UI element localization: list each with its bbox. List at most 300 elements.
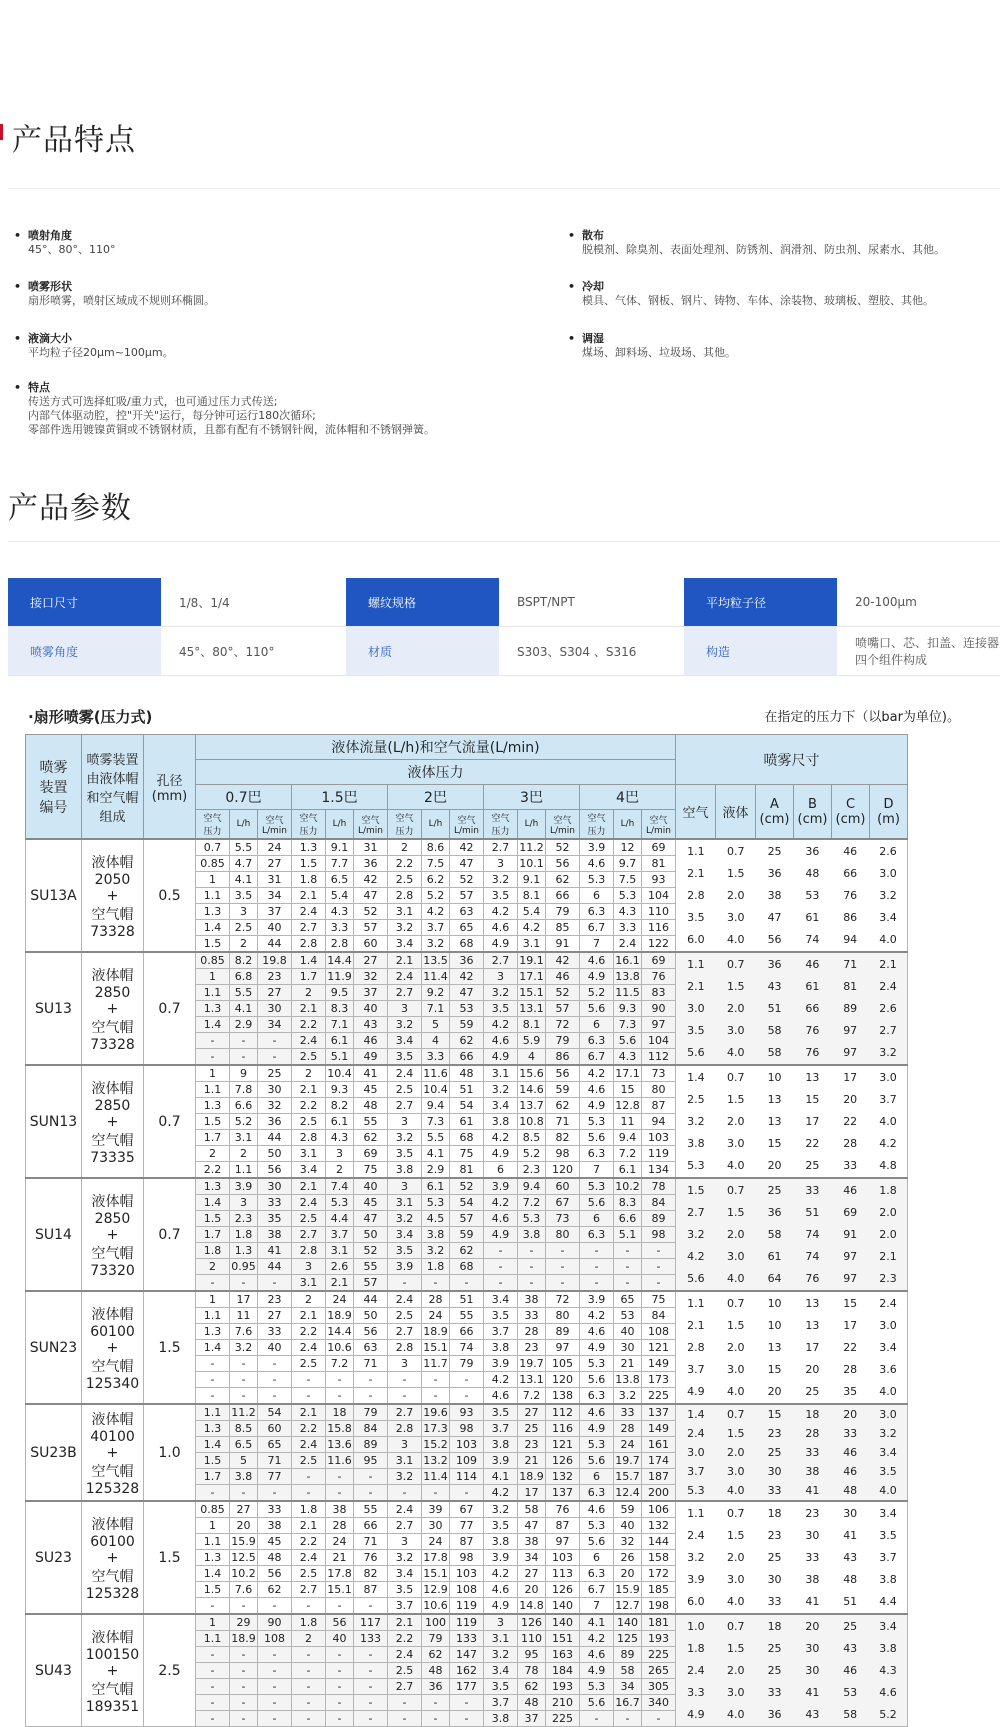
flow-value: -	[292, 1679, 326, 1695]
size-value: 1.5	[726, 1093, 745, 1106]
flow-value: 9.1	[518, 872, 546, 888]
flow-value: 119	[450, 1614, 484, 1631]
flow-value: 95	[518, 1647, 546, 1663]
flow-value: 174	[642, 1453, 676, 1469]
flow-value: 4.6	[580, 856, 614, 872]
flow-value: 63	[450, 904, 484, 920]
size-value: 25	[805, 1385, 820, 1398]
flow-value: 76	[546, 1501, 580, 1518]
size-value: 1.4	[687, 1408, 705, 1421]
spray-size-cell	[676, 952, 908, 1065]
flow-value: 1.5	[196, 1582, 230, 1598]
size-value: 3.0	[687, 1002, 705, 1015]
flow-value: 15	[614, 1082, 642, 1098]
flow-value: 2.5	[292, 1211, 326, 1227]
flow-value: 3.1	[484, 1631, 518, 1647]
flow-value: 1.8	[422, 1259, 450, 1275]
flow-value: 12.5	[231, 1551, 256, 1564]
flow-value: -	[326, 1372, 354, 1388]
flow-value: 15.6	[519, 1067, 544, 1080]
flow-value: 94	[642, 1114, 676, 1130]
flow-value: 9.7	[614, 856, 642, 872]
flow-value: 71	[546, 1114, 580, 1130]
size-value: 3.3	[687, 1686, 705, 1699]
flow-value: 68	[450, 1259, 484, 1275]
size-value: 2.7	[687, 1206, 705, 1219]
flow-value: 40	[258, 920, 292, 936]
flow-value: 98	[450, 1421, 484, 1437]
flow-value: 3.7	[484, 1421, 518, 1437]
flow-value: 14.4	[327, 1325, 352, 1338]
flow-value: 2.2	[292, 1534, 326, 1550]
spray-code: SU13	[26, 952, 82, 1065]
size-value: 97	[843, 1272, 858, 1285]
flow-value: 265	[642, 1663, 676, 1679]
flow-value: -	[614, 1259, 642, 1275]
flow-value: -	[326, 1679, 354, 1695]
flow-value: 10.6	[423, 1599, 448, 1612]
flow-value: 1.8	[292, 1501, 326, 1518]
size-value: 4.9	[687, 1385, 705, 1398]
spray-group	[26, 839, 908, 952]
flow-value: -	[326, 1711, 354, 1727]
flow-value: 57	[354, 1275, 388, 1292]
flow-value: 3	[230, 904, 258, 920]
size-value: 28	[843, 1137, 858, 1150]
flow-value: 1.1	[230, 1162, 258, 1179]
flow-value: -	[580, 1243, 614, 1259]
flow-value: 4.9	[580, 1663, 614, 1679]
flow-value: 149	[642, 1421, 676, 1437]
flow-value: 62	[450, 1033, 484, 1049]
flow-value: 3.5	[388, 1146, 422, 1162]
flow-value: 177	[450, 1679, 484, 1695]
feature-item	[582, 332, 736, 360]
flow-value: 137	[642, 1404, 676, 1421]
flow-value: 2.5	[388, 872, 422, 888]
size-value: 4.0	[879, 1484, 897, 1497]
flow-value: 46	[546, 969, 580, 985]
flow-value: 2.1	[388, 1614, 422, 1631]
flow-value: -	[196, 1598, 230, 1615]
size-value: 33	[843, 1159, 858, 1172]
flow-value: 6	[580, 1211, 614, 1227]
flow-value: 28	[614, 1421, 642, 1437]
size-value: 2.1	[879, 1250, 897, 1263]
flow-value: 4.9	[580, 1421, 614, 1437]
flow-value: 32	[614, 1534, 642, 1550]
flow-value: -	[484, 1243, 518, 1259]
flow-value: 3.2	[388, 1550, 422, 1566]
size-value: 41	[843, 1529, 858, 1542]
flow-value: -	[450, 1485, 484, 1502]
flow-value: -	[258, 1275, 292, 1292]
flow-value: 3.4	[388, 1227, 422, 1243]
flow-value: 57	[450, 1211, 484, 1227]
flow-value: 3.1	[292, 1275, 326, 1292]
size-value: 1.5	[726, 1319, 745, 1332]
size-value: 15	[843, 1297, 858, 1310]
size-row	[676, 1547, 907, 1569]
size-row	[676, 885, 907, 907]
flow-value: -	[258, 1598, 292, 1615]
size-value: 3.0	[879, 1319, 897, 1332]
table-row	[26, 1065, 908, 1082]
size-value: 15	[767, 1408, 782, 1421]
flow-value: 62	[546, 872, 580, 888]
flow-value: -	[326, 1388, 354, 1405]
size-value: 10	[767, 1071, 782, 1084]
flow-value: 122	[642, 936, 676, 953]
flow-value: 1.3	[196, 1098, 230, 1114]
size-value: 3.7	[687, 1465, 705, 1478]
flow-value: 30	[422, 1518, 450, 1534]
flow-value: 5.6	[580, 1453, 614, 1469]
flow-value: -	[354, 1647, 388, 1663]
size-row	[676, 1268, 907, 1290]
flow-value: 4.9	[484, 1049, 518, 1066]
flow-value: 3.4	[388, 936, 422, 953]
size-value: 20	[767, 1385, 782, 1398]
flow-value: 3	[292, 1259, 326, 1275]
feature-title: • 喷射角度	[28, 229, 116, 243]
flow-value: 5.6	[580, 1372, 614, 1388]
flow-value: 97	[642, 1017, 676, 1033]
flow-value: 7.4	[326, 1178, 354, 1195]
flow-value: 103	[642, 1130, 676, 1146]
flow-value: 3.8	[484, 1437, 518, 1453]
size-value: 3.2	[879, 1427, 897, 1440]
flow-value: 24	[326, 1534, 354, 1550]
flow-value: 71	[354, 1356, 388, 1372]
flow-value: 144	[642, 1534, 676, 1550]
flow-value: 67	[546, 1195, 580, 1211]
flow-value: 11	[230, 1308, 258, 1324]
flow-value: 9.3	[614, 1001, 642, 1017]
flow-value: 8.2	[230, 952, 258, 969]
flow-value: 24	[422, 1308, 450, 1324]
flow-value: 53	[450, 1001, 484, 1017]
flow-value: 98	[546, 1146, 580, 1162]
flow-value: 4.6	[484, 920, 518, 936]
flow-value: 1.3	[292, 839, 326, 856]
flow-value: 3.9	[580, 1291, 614, 1308]
flow-value: 0.7	[196, 839, 230, 856]
flow-value: 13.1	[519, 1002, 544, 1015]
size-value: 81	[843, 980, 858, 993]
size-value: 66	[805, 1002, 820, 1015]
size-value: 4.9	[687, 1708, 705, 1721]
flow-value: 30	[258, 1001, 292, 1017]
flow-value: 9.5	[326, 985, 354, 1001]
size-row	[676, 1660, 907, 1682]
flow-value: 56	[354, 1324, 388, 1340]
size-row	[676, 863, 907, 885]
size-value: 43	[843, 1642, 858, 1655]
size-row	[676, 1405, 907, 1424]
flow-value: 5.3	[580, 1356, 614, 1372]
flow-value: 2.4	[388, 1291, 422, 1308]
size-value: 2.1	[687, 1319, 705, 1332]
flow-value: 193	[546, 1679, 580, 1695]
header-sub: 空气 L/min	[642, 810, 676, 840]
flow-value: 7	[580, 936, 614, 953]
flow-value: 104	[642, 888, 676, 904]
size-row	[676, 1616, 907, 1638]
flow-value: 10.4	[327, 1067, 352, 1080]
flow-value: 109	[450, 1453, 484, 1469]
spray-size-cell	[676, 1065, 908, 1178]
flow-value: -	[450, 1275, 484, 1292]
size-value: 94	[843, 933, 858, 946]
flow-value: 1	[196, 969, 230, 985]
size-value: 1.5	[726, 1427, 745, 1440]
feature-title: • 喷雾形状	[28, 280, 215, 294]
size-value: 3.2	[687, 1115, 705, 1128]
flow-value: 79	[354, 1404, 388, 1421]
flow-value: 17	[230, 1291, 258, 1308]
size-value: 17	[843, 1071, 858, 1084]
params-row	[8, 627, 1000, 676]
spray-group	[26, 952, 908, 1065]
header-size-col: 液体	[716, 785, 756, 840]
size-value: 97	[843, 1024, 858, 1037]
flow-value: 31	[354, 839, 388, 856]
flow-value: 2.2	[292, 1017, 326, 1033]
flow-value: 52	[354, 904, 388, 920]
flow-value: 2.4	[388, 1501, 422, 1518]
size-value: 97	[843, 1250, 858, 1263]
flow-value: 2.7	[388, 1679, 422, 1695]
size-value: 15	[805, 1093, 820, 1106]
flow-value: 7.2	[518, 1388, 546, 1405]
flow-value: 1.3	[196, 1178, 230, 1195]
flow-value: 132	[642, 1518, 676, 1534]
flow-value: 1.1	[196, 1082, 230, 1098]
flow-value: 41	[354, 1065, 388, 1082]
flow-value: 9.3	[326, 1082, 354, 1098]
feature-title: • 液滴大小	[28, 332, 174, 346]
flow-value: 3.9	[580, 839, 614, 856]
flow-value: -	[292, 1372, 326, 1388]
flow-value: 2.7	[388, 1098, 422, 1114]
flow-value: 5.3	[580, 1437, 614, 1453]
flow-value: 15.8	[327, 1422, 352, 1435]
size-value: 48	[843, 1573, 858, 1586]
flow-value: 3.4	[484, 1291, 518, 1308]
flow-value: 2	[292, 1291, 326, 1308]
size-value: 18	[767, 1507, 782, 1520]
flow-value: 106	[642, 1501, 676, 1518]
flow-value: 2	[292, 1065, 326, 1082]
flow-value: -	[230, 1647, 258, 1663]
flow-value: 7.3	[614, 1017, 642, 1033]
flow-value: 71	[258, 1453, 292, 1469]
flow-value: 74	[450, 1340, 484, 1356]
flow-value: 4.6	[484, 1582, 518, 1598]
feature-text: 模具、气体、钢板、钢片、铸物、车体、涂装物、玻璃板、塑胶、其他。	[582, 294, 934, 307]
flow-value: 6	[580, 1017, 614, 1033]
param-value: 喷嘴口、芯、扣盖、连接器四个组件构成	[837, 627, 1000, 676]
flow-value: 4.6	[580, 1404, 614, 1421]
flow-value: 68	[450, 936, 484, 953]
flow-value: 84	[642, 1195, 676, 1211]
flow-value: 1.1	[196, 985, 230, 1001]
flow-value: 3	[388, 1534, 422, 1550]
size-value: 28	[805, 1427, 820, 1440]
flow-value: 132	[546, 1469, 580, 1485]
flow-value: 3.2	[484, 872, 518, 888]
size-value: 3.5	[687, 1024, 705, 1037]
flow-value: 340	[642, 1695, 676, 1711]
flow-value: 72	[546, 1291, 580, 1308]
flow-value: 37	[258, 904, 292, 920]
flow-value: 5.3	[580, 1178, 614, 1195]
flow-value: -	[388, 1372, 422, 1388]
flow-value: 87	[642, 1098, 676, 1114]
flow-value: 16.1	[615, 954, 640, 967]
spray-size-cell	[676, 1614, 908, 1727]
flow-value: 1.5	[196, 1211, 230, 1227]
flow-value: 56	[258, 1566, 292, 1582]
flow-value: -	[546, 1243, 580, 1259]
size-value: 3.0	[726, 1137, 745, 1150]
flow-value: 6.5	[326, 872, 354, 888]
size-value: 2.0	[726, 1115, 745, 1128]
flow-value: 13.7	[519, 1099, 544, 1112]
size-row	[676, 1089, 907, 1111]
flow-value: 126	[518, 1614, 546, 1631]
size-value: 35	[843, 1385, 858, 1398]
flow-value: -	[230, 1372, 258, 1388]
size-value: 2.4	[879, 980, 897, 993]
flow-value: 62	[354, 1130, 388, 1146]
size-value: 25	[767, 1446, 782, 1459]
flow-value: 17.8	[327, 1567, 352, 1580]
flow-value: 5.1	[614, 1227, 642, 1243]
flow-value: 2	[292, 1631, 326, 1647]
flow-value: 4.2	[484, 1130, 518, 1146]
flow-value: 5	[230, 1453, 258, 1469]
size-value: 2.0	[726, 1446, 745, 1459]
flow-value: 38	[518, 1534, 546, 1550]
flow-value: 6.1	[614, 1162, 642, 1179]
flow-value: -	[546, 1259, 580, 1275]
flow-value: 24	[258, 839, 292, 856]
spray-code: SU23	[26, 1501, 82, 1614]
flow-value: 2.8	[326, 936, 354, 953]
size-value: 4.0	[726, 1708, 745, 1721]
flow-value: 19.6	[423, 1406, 448, 1419]
flow-value: 3.2	[388, 1211, 422, 1227]
flow-value: 7	[580, 1598, 614, 1615]
size-value: 4.2	[687, 1250, 705, 1263]
flow-value: 149	[642, 1356, 676, 1372]
flow-value: 9	[230, 1065, 258, 1082]
size-value: 58	[767, 1046, 782, 1059]
flow-value: -	[258, 1679, 292, 1695]
flow-value: 50	[354, 1227, 388, 1243]
size-row	[676, 1359, 907, 1381]
spray-assembly: 液体帽 2850 + 空气帽 73328	[82, 952, 144, 1065]
flow-value: -	[450, 1372, 484, 1388]
flow-value: 3.2	[388, 1130, 422, 1146]
flow-value: -	[230, 1033, 258, 1049]
size-value: 4.0	[726, 1595, 745, 1608]
flow-value: 5.6	[614, 1033, 642, 1049]
flow-value: 17.1	[615, 1067, 640, 1080]
size-value: 3.0	[879, 1408, 897, 1421]
size-row	[676, 841, 907, 863]
flow-value: 2.3	[230, 1211, 258, 1227]
flow-value: 193	[642, 1631, 676, 1647]
param-value: 1/8、1/4	[161, 578, 346, 627]
flow-value: 5.4	[518, 904, 546, 920]
size-value: 30	[767, 1465, 782, 1478]
size-value: 48	[843, 1484, 858, 1497]
flow-value: 12.8	[615, 1099, 640, 1112]
flow-value: 5.2	[230, 1114, 258, 1130]
size-value: 53	[843, 1686, 858, 1699]
flow-value: 1.1	[196, 1308, 230, 1324]
size-value: 36	[767, 1206, 782, 1219]
flow-value: 103	[546, 1550, 580, 1566]
flow-value: -	[258, 1647, 292, 1663]
spray-size-cell	[676, 1404, 908, 1501]
flow-value: 4.2	[518, 920, 546, 936]
flow-value: 5.2	[518, 1146, 546, 1162]
size-value: 3.8	[879, 1573, 897, 1586]
flow-value: 48	[354, 1098, 388, 1114]
flow-value: 3.2	[388, 920, 422, 936]
param-value: S303、S304 、S316	[499, 627, 684, 676]
size-row	[676, 1224, 907, 1246]
flow-value: 62	[450, 1243, 484, 1259]
flow-value: 3.7	[388, 1598, 422, 1615]
flow-value: 28	[326, 1518, 354, 1534]
size-value: 4.0	[879, 1115, 897, 1128]
flow-value: 25	[518, 1421, 546, 1437]
flow-value: 116	[546, 1421, 580, 1437]
flow-value: 54	[450, 1098, 484, 1114]
size-value: 33	[805, 1551, 820, 1564]
size-value: 3.4	[879, 1446, 897, 1459]
flow-value: 7	[580, 1162, 614, 1179]
flow-value: 40	[614, 1324, 642, 1340]
flow-value: 5.3	[422, 1195, 450, 1211]
size-value: 25	[767, 1551, 782, 1564]
flow-value: 8.5	[230, 1421, 258, 1437]
param-key: 材质	[346, 627, 499, 676]
feature-item	[28, 229, 116, 257]
size-value: 2.7	[879, 1024, 897, 1037]
size-value: 2.1	[687, 980, 705, 993]
flow-value: 62	[518, 1679, 546, 1695]
flow-value: -	[642, 1259, 676, 1275]
flow-value: -	[326, 1663, 354, 1679]
size-row	[676, 1293, 907, 1315]
size-row	[676, 1424, 907, 1443]
flow-value: 20	[230, 1518, 258, 1534]
size-value: 3.0	[726, 1363, 745, 1376]
flow-value: 2.7	[292, 1582, 326, 1598]
flow-value: 7.1	[326, 1017, 354, 1033]
flow-value: 11.4	[423, 970, 448, 983]
flow-value: 89	[642, 1211, 676, 1227]
flow-value: 1.4	[196, 1017, 230, 1033]
flow-value: 3.1	[518, 936, 546, 953]
flow-value: 5.3	[580, 1114, 614, 1130]
